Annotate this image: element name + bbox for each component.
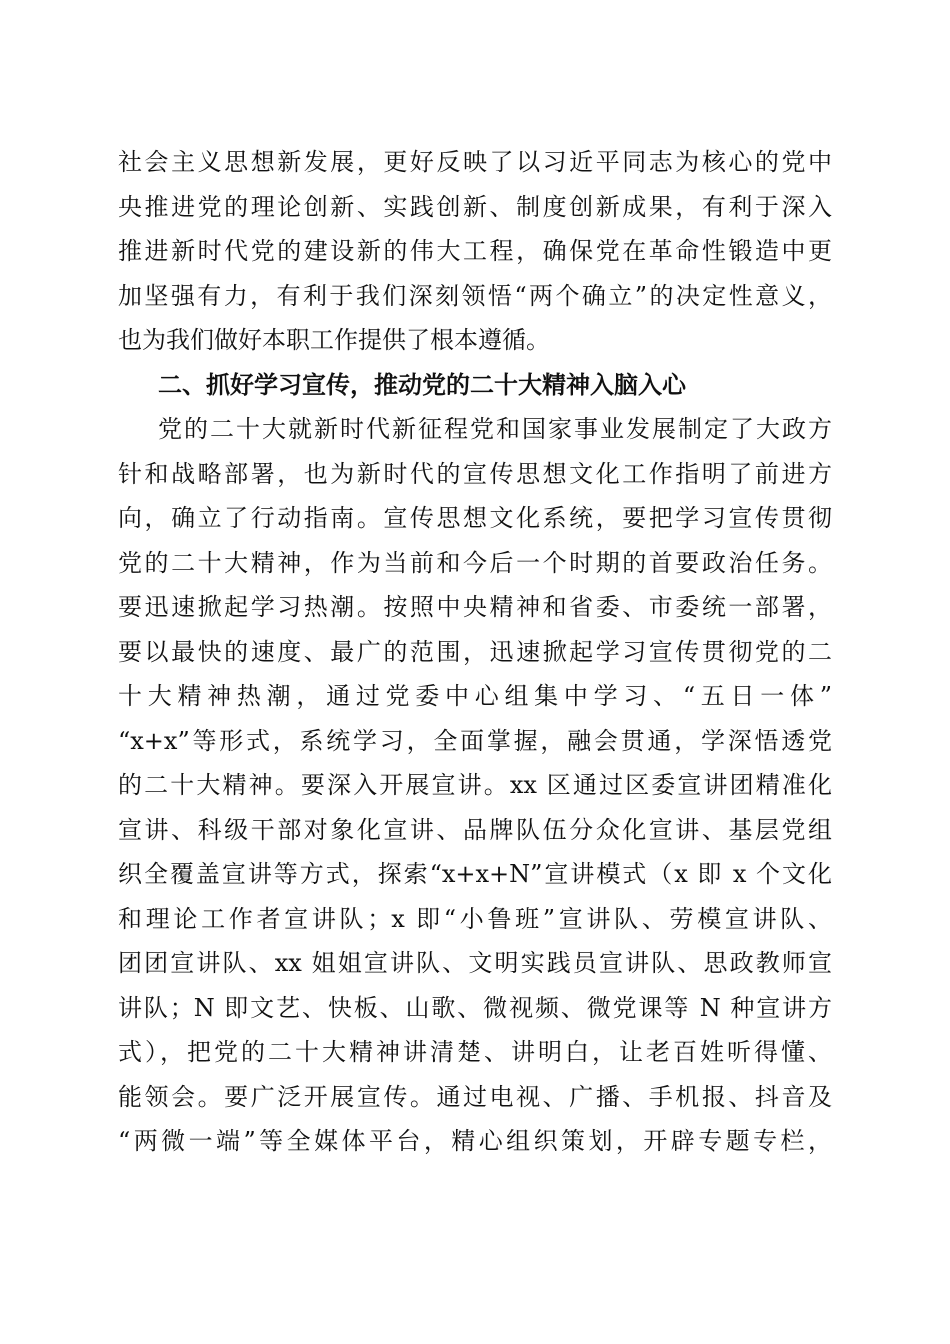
section-heading: 二、抓好学习宣传，推动党的二十大精神入脑入心: [158, 370, 686, 399]
body-line: 推进新时代党的建设新的伟大工程，确保党在革命性锻造中更: [118, 237, 832, 265]
body-line: 央推进党的理论创新、实践创新、制度创新成果，有利于深入: [118, 192, 832, 221]
body-line: 党的二十大就新时代新征程党和国家事业发展制定了大政方: [158, 415, 832, 443]
body-line: 讲队；N 即文艺、快板、山歌、微视频、微党课等 N 种宣讲方: [118, 993, 832, 1022]
body-line: 党的二十大精神，作为当前和今后一个时期的首要政治任务。: [118, 548, 832, 577]
body-line: “两微一端”等全媒体平台，精心组织策划，开辟专题专栏，: [118, 1127, 832, 1155]
body-line: 式），把党的二十大精神讲清楚、讲明白，让老百姓听得懂、: [118, 1038, 832, 1066]
body-line: 团团宣讲队、xx 姐姐宣讲队、文明实践员宣讲队、思政教师宣: [118, 949, 832, 977]
body-line: 的二十大精神。要深入开展宣讲。xx 区通过区委宣讲团精准化: [118, 771, 832, 799]
body-line: 织全覆盖宣讲等方式，探索“x+x+N”宣讲模式（x 即 x 个文化: [118, 860, 832, 888]
body-line: “x+x”等形式，系统学习，全面掌握，融会贯通，学深悟透党: [118, 726, 832, 755]
body-line: 宣讲、科级干部对象化宣讲、品牌队伍分众化宣讲、基层党组: [118, 815, 832, 844]
body-line: 和理论工作者宣讲队；x 即“小鲁班”宣讲队、劳模宣讲队、: [118, 904, 832, 933]
body-line: 要以最快的速度、最广的范围，迅速掀起学习宣传贯彻党的二: [118, 637, 832, 666]
body-line: 加坚强有力，有利于我们深刻领悟“两个确立”的决定性意义，: [118, 281, 832, 310]
document-body: [118, 140, 832, 1164]
body-line: 向，确立了行动指南。宣传思想文化系统，要把学习宣传贯彻: [118, 504, 832, 532]
body-line: 十大精神热潮，通过党委中心组集中学习、“五日一体”: [118, 682, 832, 710]
body-line: 能领会。要广泛开展宣传。通过电视、广播、手机报、抖音及: [118, 1082, 832, 1111]
body-line: 也为我们做好本职工作提供了根本遵循。: [118, 326, 550, 354]
body-line: 社会主义思想新发展，更好反映了以习近平同志为核心的党中: [118, 148, 832, 176]
body-line: 要迅速掀起学习热潮。按照中央精神和省委、市委统一部署，: [118, 593, 832, 621]
body-line: 针和战略部署，也为新时代的宣传思想文化工作指明了前进方: [118, 459, 832, 488]
